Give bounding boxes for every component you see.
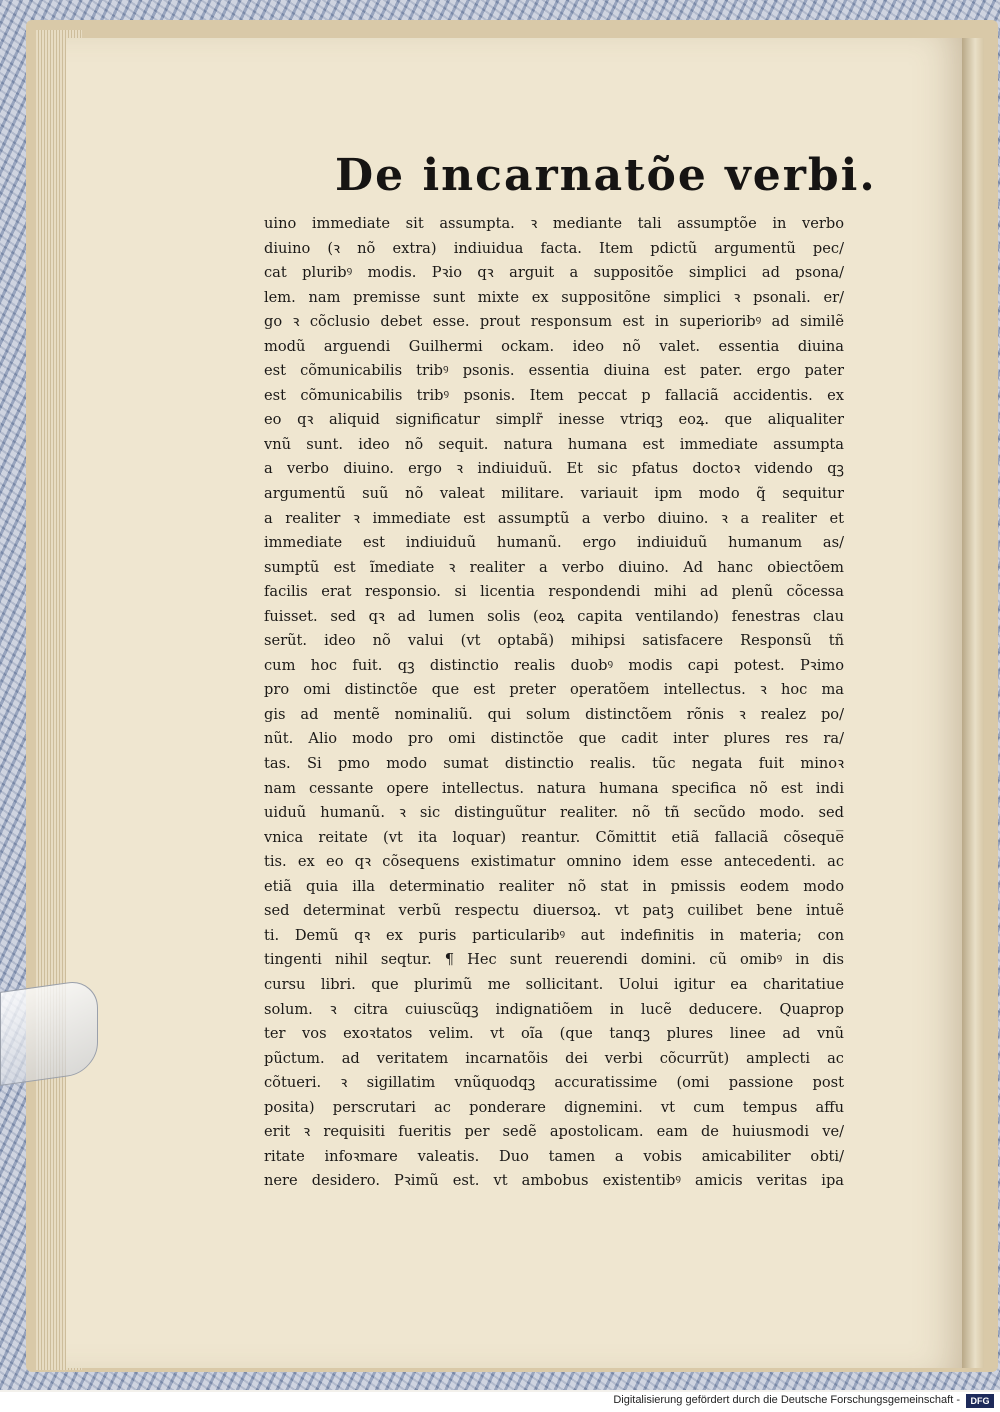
text-line: vnũ sunt. ideo nõ sequit. natura humana est immediate assumpta [264,435,844,453]
text-line: modũ arguendi Guilhermi ockam. ideo nõ valet. essentia diuina [264,337,844,355]
dfg-logo: DFG [966,1394,994,1408]
text-line: pũctum. ad veritatem incarnatõis dei verbi cõcurrũt) amplecti ac [264,1049,844,1067]
text-line: posita) perscrutari ac ponderare dignemini. vt cum tempus affu [264,1098,844,1116]
text-line: cursu libri. que plurimũ me sollicitant. Uolui igitur ea charitatiue [264,975,844,993]
text-line: a realiter ꝛ immediate est assumptũ a verbo diuino. ꝛ a realiter et [264,509,844,527]
text-line: est cõmunicabilis tribꝰ psonis. Item peccat p fallaciã accidentis. ex [264,386,844,404]
text-line: sed determinat verbũ respectu diuersoꝝ. vt patꝫ cuilibet bene intuẽ [264,902,844,920]
body-text [264,212,844,1194]
text-line: pro omi distinctõe que est preter operatõem intellectus. ꝛ hoc ma [264,681,844,699]
page-holder-clip [0,978,98,1086]
text-line: vnica reitate (vt ita loquar) reantur. Cõmittit etiã fallaciã cõseque̅ [264,828,844,846]
page-gutter [962,38,984,1368]
text-line: nere desidero. Pꝛimũ est. vt ambobus existentibꝰ amicis veritas ipa [264,1172,844,1190]
text-line: go ꝛ cõclusio debet esse. prout responsum est in superioribꝰ ad similẽ [264,313,844,331]
text-line: nũt. Alio modo pro omi distinctõe que cadit inter plures res ra/ [264,730,844,748]
text-line: serũt. ideo nõ valui (vt optabã) mihipsi satisfacere Responsũ tñ [264,632,844,650]
text-line: solum. ꝛ citra cuiuscũqꝫ indignatiõem in lucẽ deducere. Quaprop [264,1000,844,1018]
text-line: tis. ex eo qꝛ cõsequens existimatur omnino idem esse antecedenti. ac [264,853,844,871]
text-line: facilis erat responsio. si licentia respondendi mihi ad plenũ cõcessa [264,583,844,601]
text-line: nam cessante opere intellectus. natura humana specifica nõ est indi [264,779,844,797]
text-line: est cõmunicabilis tribꝰ psonis. essentia diuina est pater. ergo pater [264,362,844,380]
text-line: eo qꝛ aliquid significatur simplr̃ inesse vtriqꝫ eoꝝ. que aliqualiter [264,411,844,429]
text-line: gis ad mentẽ nominaliũ. qui solum distinctõem rõnis ꝛ realez po/ [264,705,844,723]
text-line: etiã quia illa determinatio realiter nõ stat in pmissis eodem modo [264,877,844,895]
text-line: lem. nam premisse sunt mixte ex suppositõne simplici ꝛ psonali. er/ [264,288,844,306]
text-line: ti. Demũ qꝛ ex puris particularibꝰ aut indefinitis in materia; con [264,926,844,944]
text-line: tingenti nihil seqtur. ¶ Hec sunt reuerendi domini. cũ omibꝰ in dis [264,951,844,969]
text-line: uino immediate sit assumpta. ꝛ mediante tali assumptõe in verbo [264,215,844,232]
text-line: ter vos exoꝛtatos velim. vt oĩa (que tanqꝫ plures linee ad vnũ [264,1025,844,1043]
text-line: uiduũ humanũ. ꝛ sic distinguũtur realiter. nõ tñ secũdo modo. sed [264,804,844,822]
text-line: tas. Si pmo modo sumat distinctio realis. tũc negata fuit minoꝛ [264,755,844,773]
text-line: immediate est indiuiduũ humanũ. ergo indiuiduũ humanum as/ [264,534,844,552]
text-line: argumentũ suũ nõ valeat militare. variauit ipm modo q̃ sequitur [264,485,844,503]
digitization-credit: Digitalisierung gefördert durch die Deutsche Forschungsgemeinschaft - [613,1394,960,1406]
page-heading: De incarnatõe verbi. [335,150,877,201]
text-line: cum hoc fuit. qꝫ distinctio realis duobꝰ modis capi potest. Pꝛimo [264,656,844,674]
text-line: sumptũ est ĩmediate ꝛ realiter a verbo diuino. Ad hanc obiectõem [264,558,844,576]
text-line: a verbo diuino. ergo ꝛ indiuiduũ. Et sic pfatus doctoꝛ videndo qꝫ [264,460,844,478]
text-line: diuino (ꝛ nõ extra) indiuidua facta. Item pdictũ argumentũ pec/ [264,239,844,257]
text-line: cõtueri. ꝛ sigillatim vnũquodqꝫ accuratissime (omi passione post [264,1074,844,1092]
text-line: fuisset. sed qꝛ ad lumen solis (eoꝝ capita ventilando) fenestras clau [264,607,844,625]
text-line: cat pluribꝰ modis. Pꝛio qꝛ arguit a suppositõe simplici ad psona/ [264,264,844,282]
text-line: erit ꝛ requisiti fueritis per sedẽ apostolicam. eam de huiusmodi ve/ [264,1123,844,1141]
text-line: ritate infoꝛmare valeatis. Duo tamen a vobis amicabiliter obti/ [264,1147,844,1165]
